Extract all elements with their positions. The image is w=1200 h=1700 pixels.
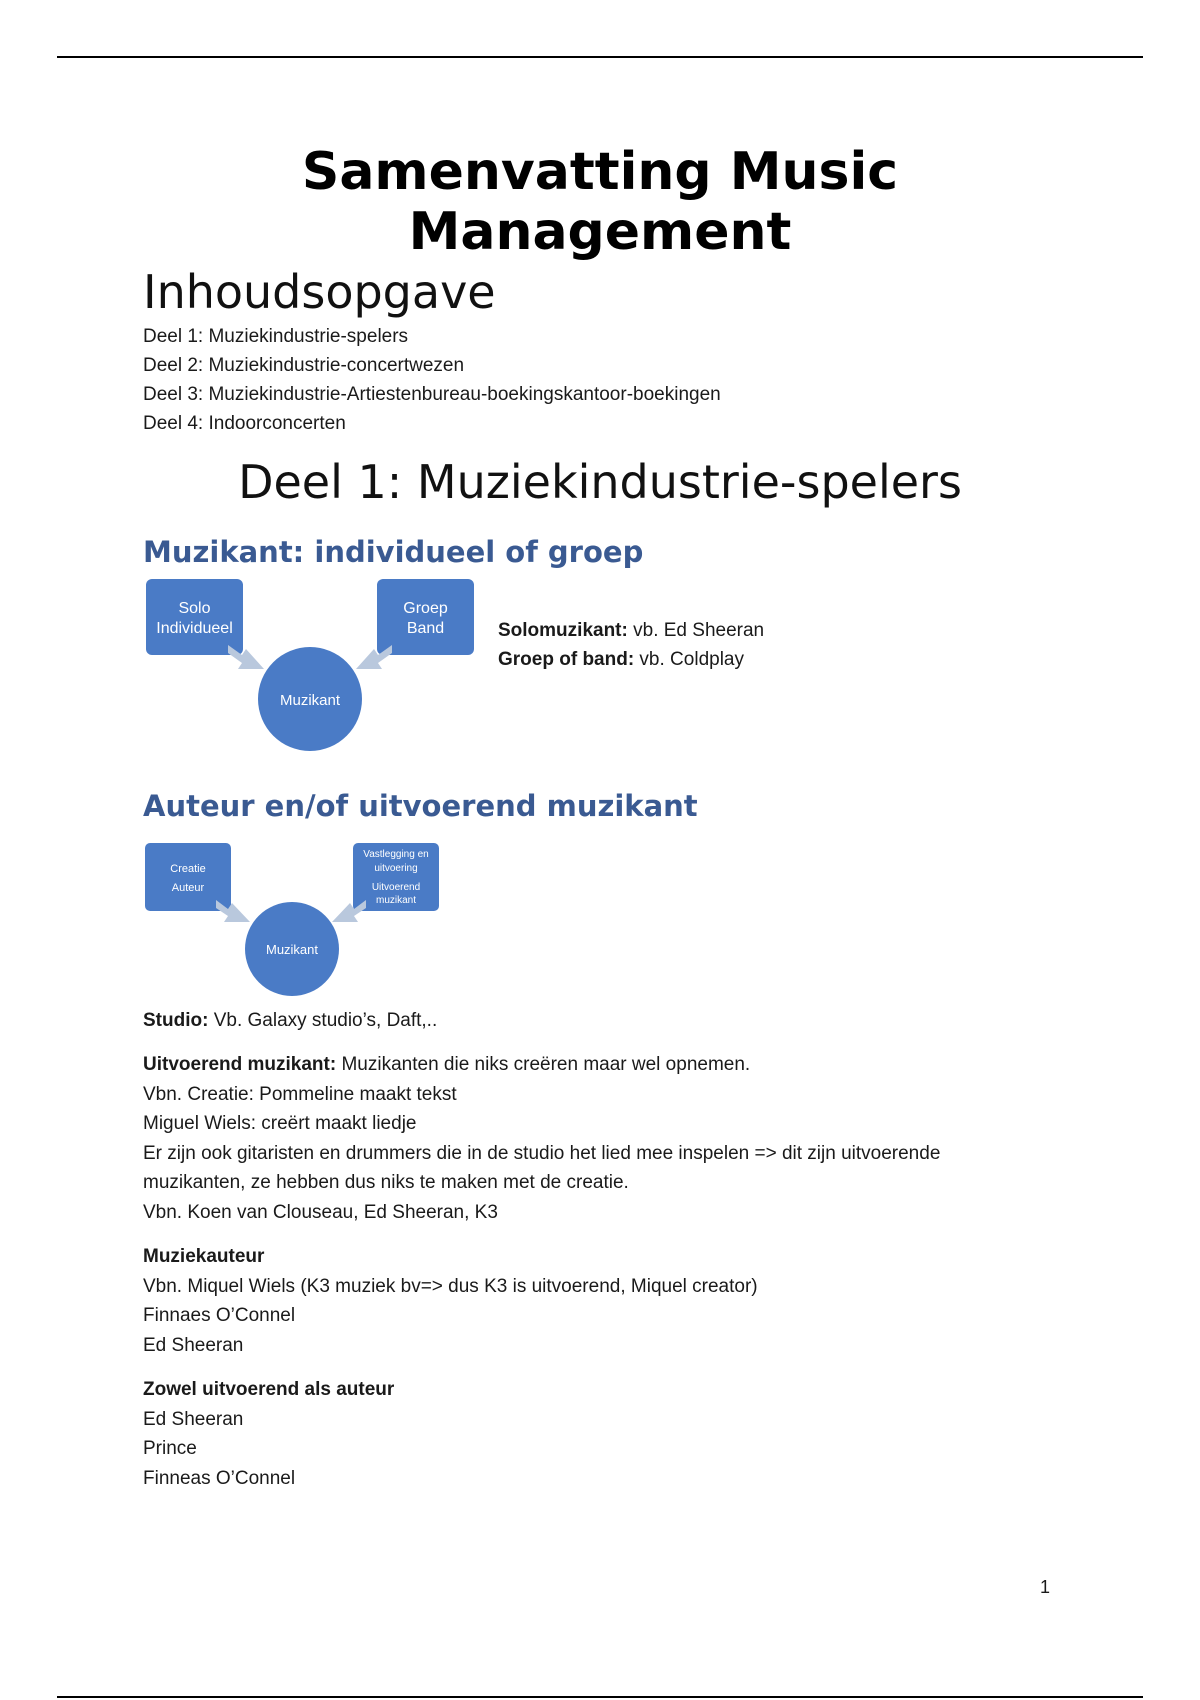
uitvoerend-paragraph [143, 1050, 1043, 1227]
diagram-auteur-uitvoerend [140, 838, 450, 1003]
diagram-box-vastlegging-line-4: muzikant [375, 895, 417, 906]
text-line: Vbn. Creatie: Pommeline maakt tekst [143, 1083, 457, 1105]
diagram-circle-label: Muzikant [279, 692, 341, 709]
text-line: Finnaes O’Connel [143, 1305, 296, 1326]
text-line: Vbn. Koen van Clouseau, Ed Sheeran, K3 [143, 1201, 498, 1223]
page-bottom-rule [57, 1696, 1143, 1698]
text-line: Prince [143, 1438, 197, 1459]
note-label: Solomuzikant: [498, 620, 628, 641]
musician-examples [498, 616, 764, 674]
table-of-contents [143, 322, 721, 438]
section-heading-auteur: Auteur en/of uitvoerend muzikant [143, 789, 698, 823]
text-line: Finneas O’Connel [143, 1467, 296, 1489]
diagram-box-solo-line-1: Solo [178, 600, 211, 617]
note-text: vb. Coldplay [634, 649, 744, 670]
zowel-paragraph [143, 1375, 1043, 1493]
diagram-box-creatie-line-1: Creatie [170, 863, 206, 875]
diagram-box-groep-line-1: Groep [403, 600, 448, 617]
diagram-box-groep-line-2: Band [406, 620, 445, 637]
text-line: muzikanten, ze hebben dus niks te maken met de creatie. [143, 1172, 629, 1193]
document-title [0, 142, 1200, 262]
diagram-box-groep [377, 579, 474, 655]
uitvoerend-label: Uitvoerend muzikant: [143, 1054, 337, 1075]
text-line: Vbn. Miquel Wiels (K3 muziek bv=> dus K3 is uitvoerend, Miquel creator) [143, 1275, 758, 1297]
page-top-rule [57, 56, 1143, 58]
text-line: Er zijn ook gitaristen en drummers die in de studio het lied mee inspelen => dit zijn uitvoerende [143, 1142, 941, 1164]
zowel-label: Zowel uitvoerend als auteur [143, 1379, 395, 1400]
page-number: 1 [1040, 1577, 1051, 1597]
section-heading-muzikant: Muzikant: individueel of groep [143, 535, 644, 569]
text-line: Ed Sheeran [143, 1408, 244, 1430]
note-text: vb. Ed Sheeran [627, 620, 765, 641]
note-solomuzikant [498, 616, 764, 645]
note-label: Groep of band: [498, 649, 635, 670]
studio-text: Vb. Galaxy studio’s, Daft,.. [208, 1010, 438, 1031]
text-line: Miguel Wiels: creërt maakt liedje [143, 1113, 417, 1134]
text-line: Ed Sheeran [143, 1334, 244, 1356]
uitvoerend-text: Muzikanten die niks creëren maar wel opnemen. [336, 1054, 751, 1075]
diagram-muzikant-individueel-groep [140, 575, 480, 755]
diagram-circle-label: Muzikant [265, 942, 319, 957]
diagram-box-solo-line-2: Individueel [156, 620, 233, 637]
toc-item: Deel 4: Indoorconcerten [143, 413, 346, 434]
toc-item: Deel 1: Muziekindustrie-spelers [143, 326, 409, 347]
diagram-box-vastlegging-line-3: Uitvoerend [371, 882, 421, 893]
toc-heading: Inhoudsopgave [143, 265, 496, 319]
diagram-box-solo [146, 579, 243, 655]
toc-item: Deel 2: Muziekindustrie-concertwezen [143, 355, 465, 376]
diagram-box-creatie [145, 843, 231, 911]
part-1-heading: Deel 1: Muziekindustrie-spelers [238, 455, 962, 509]
document-title-line-1: Samenvatting Music [301, 142, 899, 202]
diagram-box-vastlegging-line-2: uitvoering [374, 863, 418, 874]
studio-paragraph [143, 1006, 1043, 1036]
studio-label: Studio: [143, 1010, 209, 1031]
diagram-box-vastlegging-line-1: Vastlegging en [363, 849, 429, 860]
toc-item: Deel 3: Muziekindustrie-Artiestenbureau-boekingskantoor-boekingen [143, 384, 721, 405]
note-groep [498, 645, 764, 674]
muziekauteur-paragraph [143, 1242, 1043, 1360]
diagram-box-creatie-line-2: Auteur [171, 882, 205, 894]
muziekauteur-label: Muziekauteur [143, 1246, 265, 1267]
document-title-line-2: Management [408, 202, 792, 262]
